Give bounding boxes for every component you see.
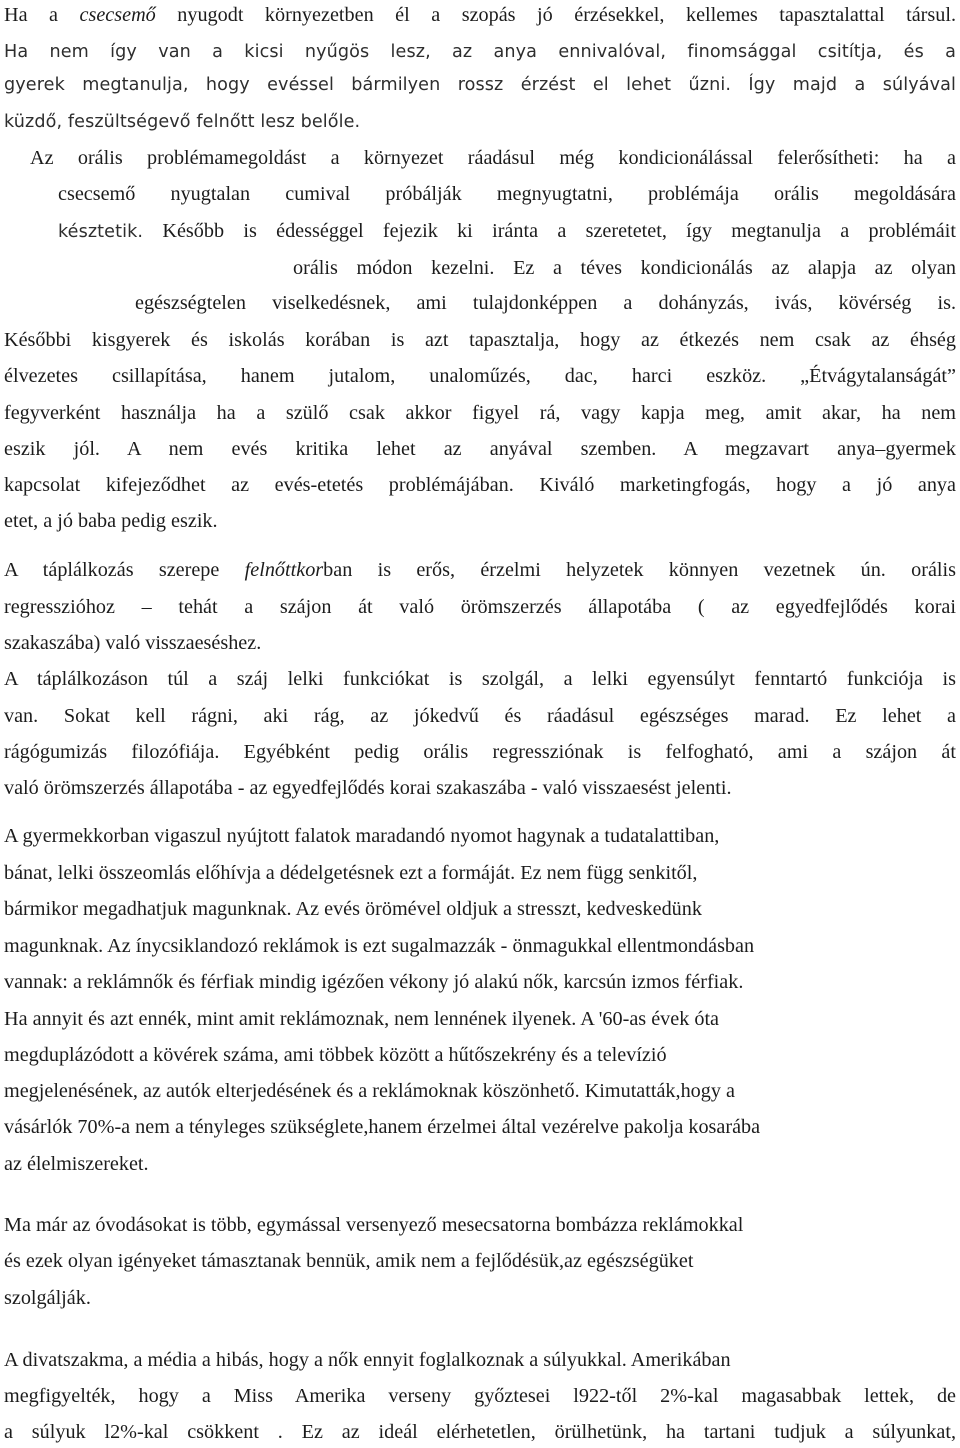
text-line-30: megjelenésének, az autók elterjedésének és a reklámoknak köszönhető. Kimutatták,hogy a — [4, 1080, 735, 1102]
text-segment: A táplálkozás szerepe — [4, 559, 245, 581]
text-line-31: vásárlók 70%-a nem a tényleges szükséglete,hanem érzelmei által vezérelve pakolja kosarába — [4, 1116, 761, 1138]
italic-term: felnőttkor — [244, 559, 324, 581]
text-line-12: fegyverként használja ha a szülő csak akkor figyel rá, vagy kapja meg, amit akar, ha nem — [4, 402, 956, 424]
text-line-23: A gyermekkorban vigaszul nyújtott falatok maradandó nyomot hagynak a tudatalattiban, — [4, 825, 720, 847]
text-line-29: megduplázódott a kövérek száma, ami többek között a hűtőszekrény és a televízió — [4, 1044, 667, 1066]
text-line-2: Ha nem így van a kicsi nyűgös lesz, az anya ennivalóval, finomsággal csitítja, és a — [4, 42, 956, 62]
text-line-34: és ezek olyan igényeket támasztanak bennük, amik nem a fejlődésük,az egészségüket — [4, 1250, 694, 1272]
text-segment: Ha a — [4, 4, 80, 26]
text-line-19: A táplálkozáson túl a száj lelki funkciókat is szolgál, a lelki egyensúlyt fenntartó funkciója is — [4, 668, 956, 690]
text-segment: orális módon kezelni. — [293, 257, 495, 279]
text-line-6: csecsemő nyugtalan cumival próbálják megnyugtatni, problémája orális megoldására — [58, 183, 956, 205]
text-line-11: élvezetes csillapítása, hanem jutalom, unaloműzés, dac, harci eszköz. „Étvágytalanságát” — [4, 365, 956, 387]
text-line-15: etet, a jó baba pedig eszik. — [4, 510, 218, 532]
text-line-3: gyerek megtanulja, hogy evéssel bármilyen rossz érzést el lehet űzni. Így majd a súlyával — [4, 75, 956, 95]
text-line-26: magunknak. Az ínycsiklandozó reklámok is ezt sugalmazzák - önmagukkal ellentmondásban — [4, 935, 755, 957]
text-line-20: van. Sokat kell rágni, aki rág, az jókedvű és ráadásul egészséges marad. Ez lehet a — [4, 705, 956, 727]
italic-term: csecsemő — [79, 4, 156, 26]
text-line-27: vannak: a reklámnők és férfiak mindig igézően vékony jó alakú nők, karcsún izmos férfiak. — [4, 971, 744, 993]
text-line-22: való örömszerzés állapotába - az egyedfejlődés korai szakaszába - való visszaesést jelenti. — [4, 777, 732, 799]
text-line-21: rágógumizás filozófiája. Egyébként pedig orális regressziónak is felfogható, ami a szájon át — [4, 741, 956, 763]
text-line-7 — [58, 219, 956, 244]
text-line-4: küzdő, feszültségevő felnőtt lesz belőle. — [4, 112, 361, 132]
text-line-35: szolgálják. — [4, 1287, 91, 1309]
text-line-25: bármikor megadhatjuk magunknak. Az evés örömével oldjuk a stresszt, kedveskedünk — [4, 898, 702, 920]
text-line-5: Az orális problémamegoldást a környezet ráadásul még kondicionálással felerősítheti: ha a — [30, 147, 956, 169]
text-segment: Később is édességgel fejezik ki iránta a szeretetet, így megtanulja a problémáit — [143, 220, 956, 242]
text-line-16 — [4, 558, 956, 582]
text-line-8 — [293, 256, 956, 280]
text-line-36: A divatszakma, a média a hibás, hogy a nők ennyit foglalkoznak a súlyukkal. Amerikában — [4, 1349, 731, 1371]
text-line-17: regresszióhoz – tehát a szájon át való örömszerzés állapotába ( az egyedfejlődés korai — [4, 596, 956, 618]
text-line-33: Ma már az óvodásokat is több, egymással versenyező mesecsatorna bombázza reklámokkal — [4, 1214, 744, 1236]
text-line-32: az élelmiszereket. — [4, 1153, 149, 1175]
text-line-10: Későbbi kisgyerek és iskolás korában is azt tapasztalja, hogy az étkezés nem csak az éhség — [4, 329, 956, 351]
text-line-37: megfigyelték, hogy a Miss Amerika verseny győztesei l922-től 2%-kal magasabbak lettek, de — [4, 1385, 956, 1407]
text-line-38: a súlyuk l2%-kal csökkent . Ez az ideál elérhetetlen, örülhetünk, ha tartani tudjuk a súlyunkat, — [4, 1421, 956, 1443]
text-line-14: kapcsolat kifejeződhet az evés-etetés problémájában. Kiváló marketingfogás, hogy a jó anya — [4, 474, 956, 496]
text-line-9: egészségtelen viselkedésnek, ami tulajdonképpen a dohányzás, ivás, kövérség is. — [135, 292, 956, 314]
text-segment: ban is erős, érzelmi helyzetek könnyen vezetnek ún. orális — [323, 559, 956, 581]
text-line-1 — [4, 3, 956, 27]
text-line-28: Ha annyit és azt ennék, mint amit reklámoznak, nem lennének ilyenek. A '60-as évek óta — [4, 1008, 720, 1030]
text-segment: késztetik. — [58, 222, 144, 242]
text-line-18: szakaszába) való visszaeséshez. — [4, 632, 262, 654]
text-line-13: eszik jól. A nem evés kritika lehet az anyával szemben. A megzavart anya–gyermek — [4, 438, 956, 460]
text-segment: Ez a téves kondicionálás az alapja az olyan — [494, 257, 956, 279]
text-line-24: bánat, lelki összeomlás előhívja a dédelgetésnek ezt a formáját. Ez nem függ senkitől, — [4, 862, 698, 884]
text-segment: nyugodt környezetben él a szopás jó érzésekkel, kellemes tapasztalattal társul. — [155, 4, 956, 26]
